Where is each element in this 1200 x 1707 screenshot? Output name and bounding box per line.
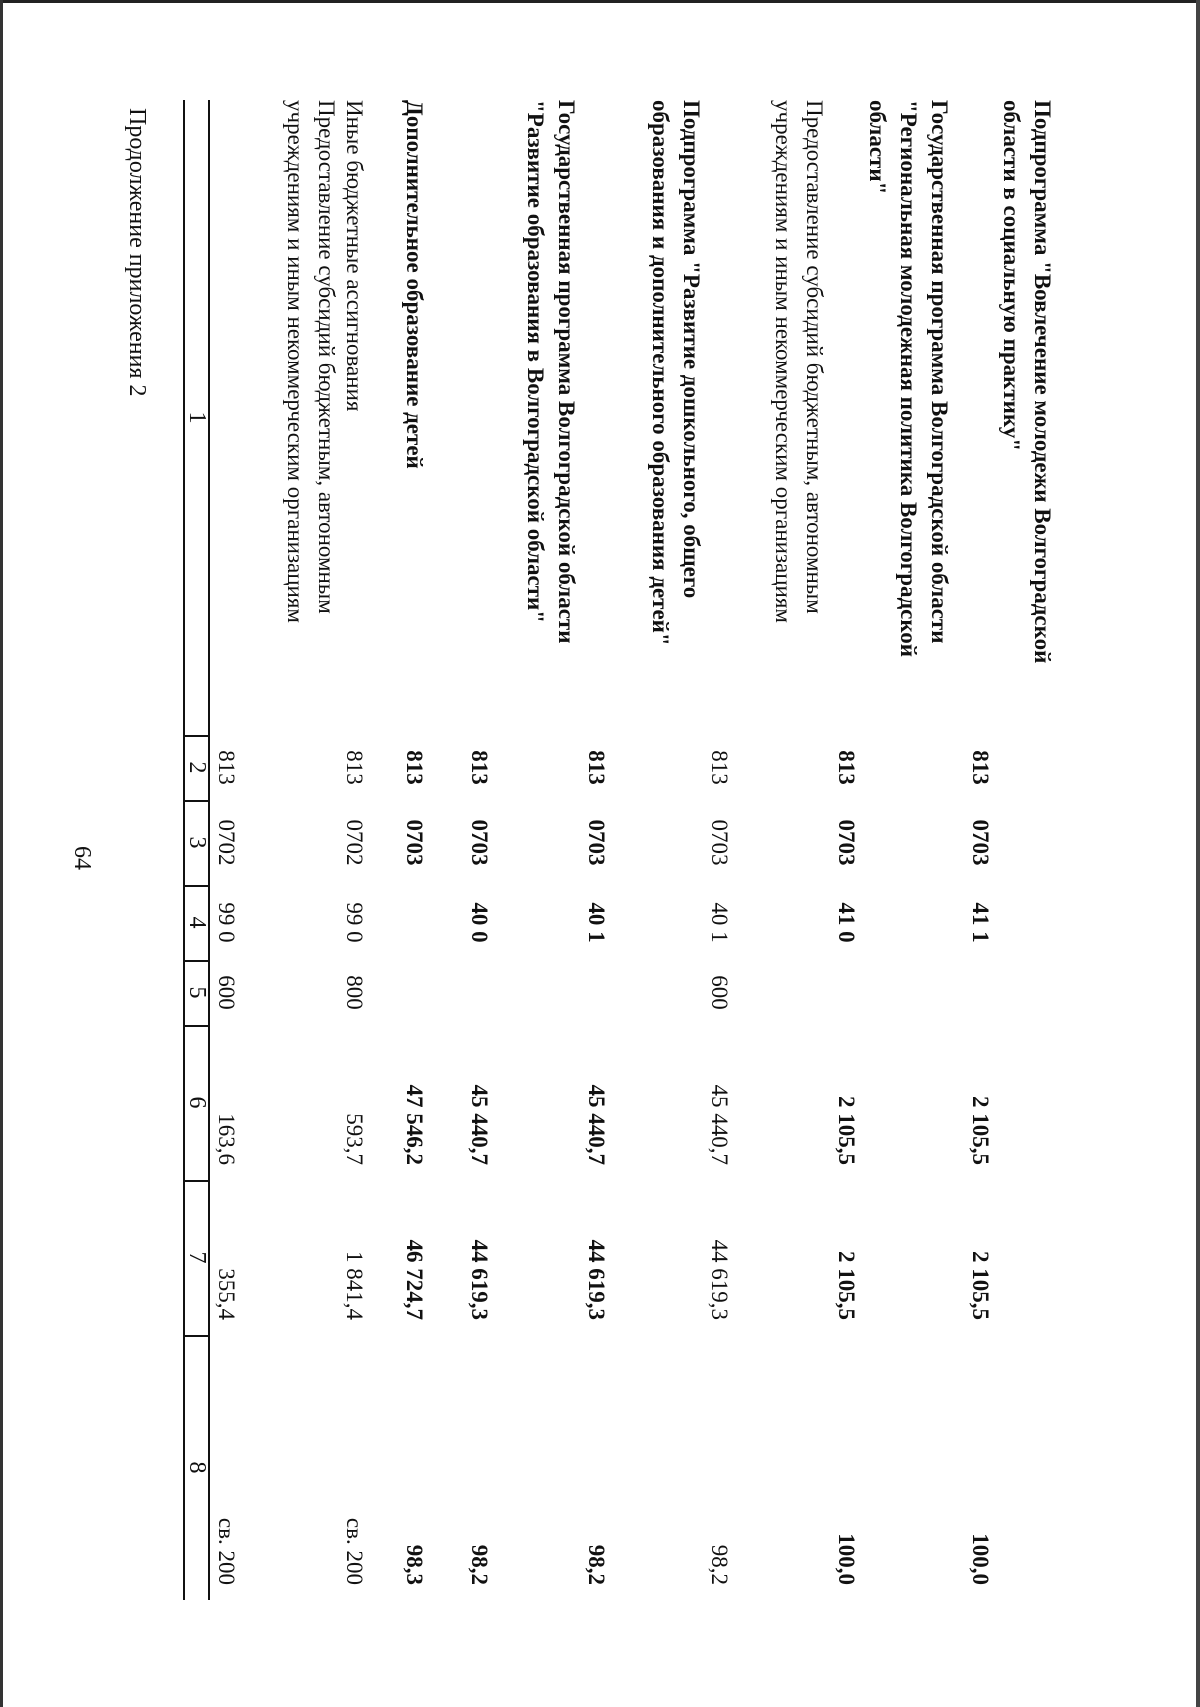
- row-2-col-7: 1 841,4: [342, 1251, 367, 1320]
- row-6-col-6: 45 440,7: [707, 1084, 732, 1165]
- row-8-col-2: 813: [968, 750, 993, 785]
- row-6-col-2: 813: [707, 750, 732, 785]
- continuation-label: Продолжение приложения 2: [124, 108, 150, 397]
- row-2-col-2: 813: [342, 750, 367, 785]
- row-1-col-3: 0702: [214, 819, 239, 866]
- row-5-name: Подпрограмма "Развитие дошкольного, общего образования и дополнительного образования детей": [648, 100, 704, 646]
- row-2-col-3: 0702: [342, 819, 367, 866]
- row-2-name: Иные бюджетные ассигнования: [342, 100, 367, 412]
- header-col-8: 8: [184, 1461, 210, 1474]
- row-7-col-7: 2 105,5: [834, 1251, 859, 1320]
- row-4-col-7: 44 619,3: [467, 1239, 492, 1320]
- row-7-col-3: 0703: [834, 819, 859, 866]
- header-col-6: 6: [184, 1096, 210, 1109]
- row-8-col-8: 100,0: [968, 1533, 993, 1585]
- row-6-col-7: 44 619,3: [707, 1239, 732, 1320]
- header-col-5: 5: [184, 986, 210, 999]
- row-4-col-4: 40 0: [467, 902, 492, 943]
- row-1-col-7: 355,4: [214, 1268, 239, 1320]
- row-7-col-2: 813: [834, 750, 859, 785]
- row-5-col-4: 40 1: [584, 902, 609, 943]
- row-1-col-6: 163,6: [214, 1113, 239, 1165]
- row-1-col-5: 600: [214, 975, 239, 1010]
- header-col-1: 1: [184, 411, 210, 424]
- row-5-col-7: 44 619,3: [584, 1239, 609, 1320]
- row-8-col-7: 2 105,5: [968, 1251, 993, 1320]
- row-7-col-8: 100,0: [834, 1533, 859, 1585]
- header-col-4: 4: [184, 916, 210, 929]
- header-col-7: 7: [184, 1251, 210, 1264]
- row-2-col-6: 593,7: [342, 1113, 367, 1165]
- row-2-col-4: 99 0: [342, 902, 367, 943]
- row-3-col-3: 0703: [402, 819, 427, 866]
- row-1-col-4: 99 0: [214, 902, 239, 943]
- row-6-col-5: 600: [707, 975, 732, 1010]
- row-5-col-2: 813: [584, 750, 609, 785]
- header-col-3: 3: [184, 836, 210, 849]
- row-4-col-2: 813: [467, 750, 492, 785]
- row-7-col-4: 41 0: [834, 902, 859, 943]
- row-7-name: Государственная программа Волгоградской области "Региональная молодежная политика Волгоградской области": [865, 100, 952, 658]
- row-3-col-6: 47 546,2: [402, 1084, 427, 1165]
- row-8-col-3: 0703: [968, 819, 993, 866]
- row-8-name: Подпрограмма "Вовлечение молодежи Волгоградской области в социальную практику": [999, 100, 1055, 664]
- row-7-col-6: 2 105,5: [834, 1096, 859, 1165]
- row-1-col-8: св. 200: [214, 1517, 239, 1585]
- row-6-col-3: 0703: [707, 819, 732, 866]
- row-3-col-8: 98,3: [402, 1544, 427, 1585]
- row-3-col-2: 813: [402, 750, 427, 785]
- row-3-col-7: 46 724,7: [402, 1239, 427, 1320]
- row-6-col-8: 98,2: [707, 1544, 732, 1585]
- row-4-col-8: 98,2: [467, 1544, 492, 1585]
- row-4-col-6: 45 440,7: [467, 1084, 492, 1165]
- row-3-name: Дополнительное образование детей: [402, 100, 427, 469]
- row-5-col-3: 0703: [584, 819, 609, 866]
- page-number: 64: [69, 846, 95, 870]
- row-2-col-5: 800: [342, 975, 367, 1010]
- row-4-name: Государственная программа Волгоградской области "Развитие образования в Волгоградской области": [523, 100, 579, 644]
- row-1-col-2: 813: [214, 750, 239, 785]
- row-5-col-6: 45 440,7: [584, 1084, 609, 1165]
- row-1-name: Предоставление субсидий бюджетным, автономным учреждениям и иным некоммерческим организациям: [283, 100, 339, 623]
- row-8-col-6: 2 105,5: [968, 1096, 993, 1165]
- row-8-col-4: 41 1: [968, 902, 993, 943]
- row-2-col-8: св. 200: [342, 1517, 367, 1585]
- header-col-2: 2: [184, 761, 210, 774]
- row-4-col-3: 0703: [467, 819, 492, 866]
- row-5-col-8: 98,2: [584, 1544, 609, 1585]
- row-6-col-4: 40 1: [707, 902, 732, 943]
- row-6-name: Предоставление субсидий бюджетным, автономным учреждениям и иным некоммерческим организациям: [771, 100, 827, 623]
